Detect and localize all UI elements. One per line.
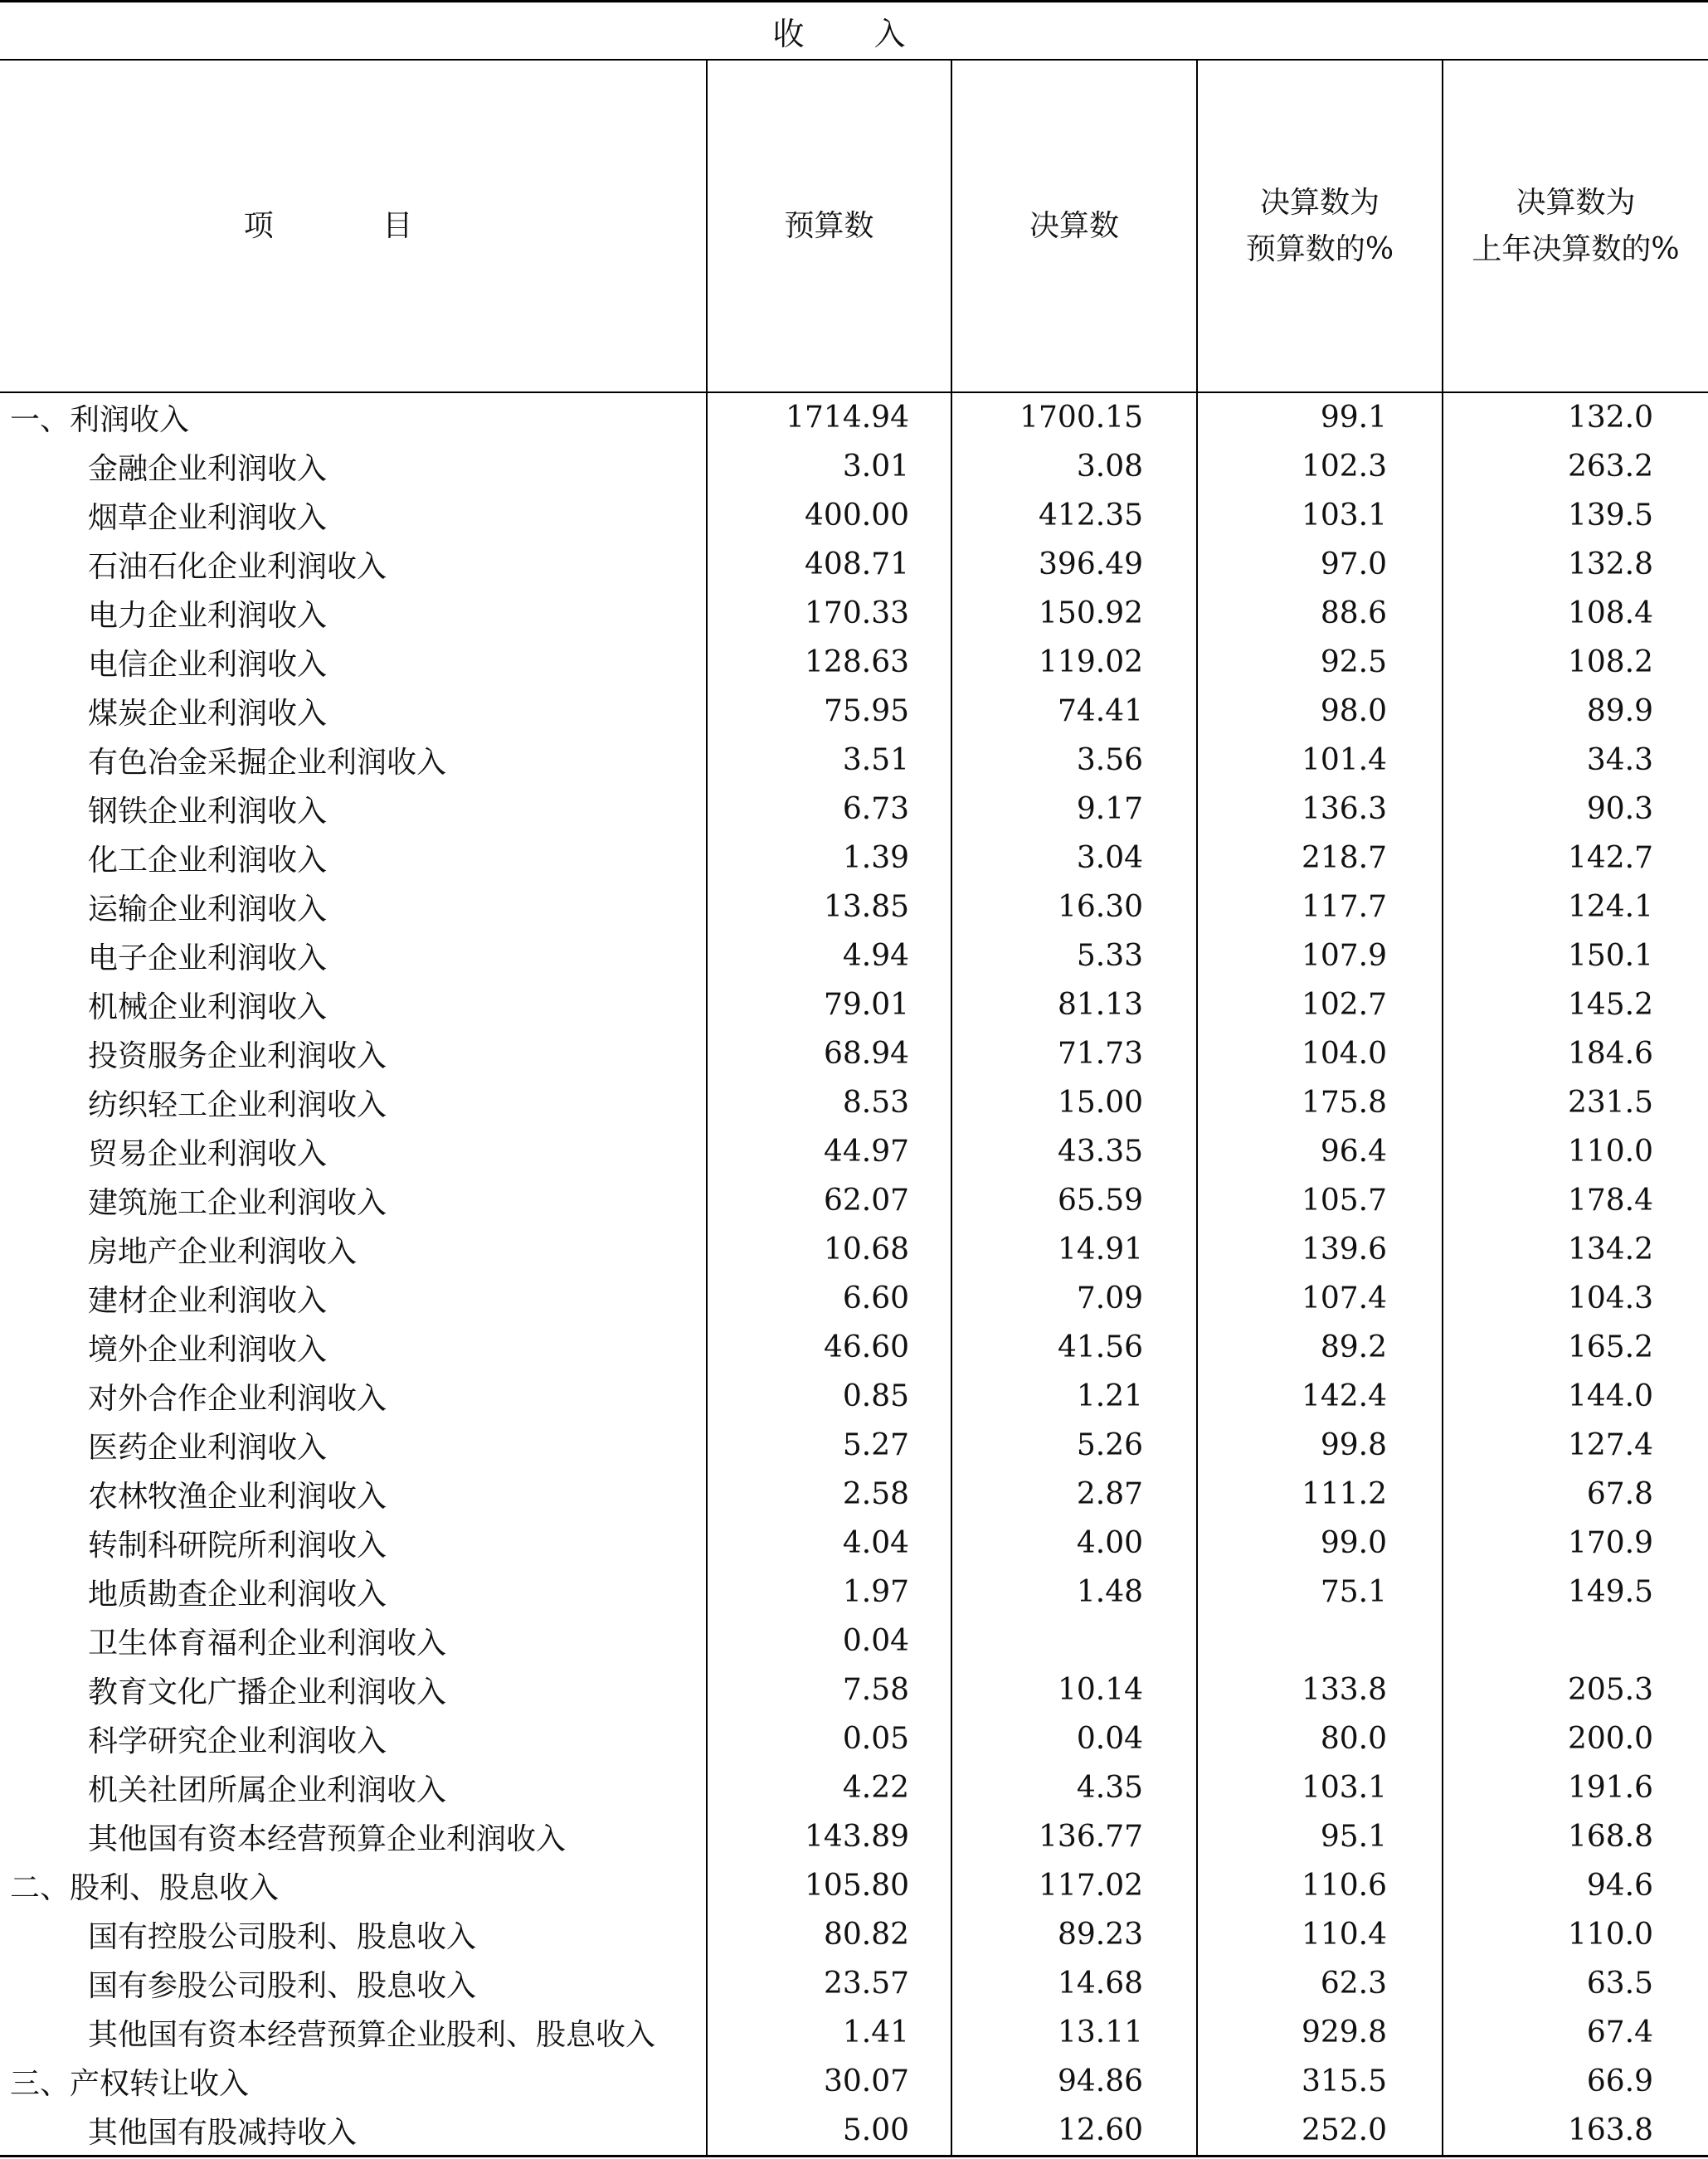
row-final-value: 9.17 xyxy=(951,785,1197,834)
table-row xyxy=(0,1323,1708,1372)
row-pct-prev-value: 94.6 xyxy=(1443,1861,1708,1910)
row-final-value: 1700.15 xyxy=(951,392,1197,442)
header-pct-budget-line2: 预算数的% xyxy=(1245,231,1394,266)
table-row xyxy=(0,1568,1708,1617)
header-item xyxy=(0,60,707,392)
row-budget-value: 68.94 xyxy=(707,1029,951,1078)
row-item-name: 金融企业利润收入 xyxy=(88,452,328,486)
row-pct-prev-value: 200.0 xyxy=(1443,1714,1708,1763)
row-budget-value: 0.05 xyxy=(707,1714,951,1763)
row-final-value: 396.49 xyxy=(951,540,1197,589)
row-pct-prev-value: 231.5 xyxy=(1443,1078,1708,1127)
row-final-value: 7.09 xyxy=(951,1274,1197,1323)
row-item-name: 化工企业利润收入 xyxy=(88,844,328,878)
row-budget-value: 400.00 xyxy=(707,491,951,540)
row-pct-budget-value: 62.3 xyxy=(1197,1959,1443,2008)
table-row xyxy=(0,883,1708,931)
header-pct-budget xyxy=(1197,60,1443,392)
row-item-name: 房地产企业利润收入 xyxy=(88,1235,358,1269)
row-pct-budget-value: 75.1 xyxy=(1197,1568,1443,1617)
row-final-value: 5.26 xyxy=(951,1421,1197,1470)
row-pct-prev-value: 108.4 xyxy=(1443,589,1708,638)
row-budget-value: 75.95 xyxy=(707,687,951,736)
row-final-value: 4.35 xyxy=(951,1763,1197,1812)
row-pct-prev-value: 149.5 xyxy=(1443,1568,1708,1617)
row-final-value: 117.02 xyxy=(951,1861,1197,1910)
table-row xyxy=(0,834,1708,883)
header-final: 决算数 xyxy=(951,60,1197,392)
header-pct-prev-line2: 上年决算数的% xyxy=(1472,231,1680,266)
table-row xyxy=(0,1421,1708,1470)
row-pct-budget-value: 929.8 xyxy=(1197,2008,1443,2057)
table-header-row xyxy=(0,60,1708,392)
row-final-value: 65.59 xyxy=(951,1176,1197,1225)
row-pct-prev-value: 104.3 xyxy=(1443,1274,1708,1323)
row-budget-value: 170.33 xyxy=(707,589,951,638)
table-row xyxy=(0,1078,1708,1127)
row-budget-value: 6.73 xyxy=(707,785,951,834)
row-pct-prev-value: 127.4 xyxy=(1443,1421,1708,1470)
row-item-name: 医药企业利润收入 xyxy=(88,1431,328,1465)
row-item-name: 石油石化企业利润收入 xyxy=(88,550,387,584)
row-final-value: 12.60 xyxy=(951,2106,1197,2157)
table-row xyxy=(0,1372,1708,1421)
row-item-name: 卫生体育福利企业利润收入 xyxy=(88,1627,447,1661)
row-pct-prev-value: 34.3 xyxy=(1443,736,1708,785)
row-pct-prev-value: 205.3 xyxy=(1443,1665,1708,1714)
row-pct-budget-value: 95.1 xyxy=(1197,1812,1443,1861)
table-row xyxy=(0,1910,1708,1959)
row-item-name: 教育文化广播企业利润收入 xyxy=(88,1675,447,1709)
row-final-value: 14.68 xyxy=(951,1959,1197,2008)
table-row xyxy=(0,1617,1708,1665)
row-pct-budget-value: 136.3 xyxy=(1197,785,1443,834)
row-final-value: 81.13 xyxy=(951,980,1197,1029)
header-item-label: 项 目 xyxy=(243,208,463,243)
row-budget-value: 8.53 xyxy=(707,1078,951,1127)
row-pct-budget-value: 92.5 xyxy=(1197,638,1443,687)
row-pct-budget-value: 103.1 xyxy=(1197,491,1443,540)
row-pct-budget-value: 96.4 xyxy=(1197,1127,1443,1176)
row-pct-prev-value: 108.2 xyxy=(1443,638,1708,687)
table-row xyxy=(0,1470,1708,1519)
row-pct-budget-value: 133.8 xyxy=(1197,1665,1443,1714)
row-item-name: 投资服务企业利润收入 xyxy=(88,1039,387,1073)
row-pct-prev-value: 132.0 xyxy=(1443,392,1708,442)
row-pct-budget-value: 252.0 xyxy=(1197,2106,1443,2157)
row-pct-budget-value: 99.1 xyxy=(1197,392,1443,442)
row-budget-value: 10.68 xyxy=(707,1225,951,1274)
row-final-value xyxy=(951,1617,1197,1665)
table-row xyxy=(0,2106,1708,2157)
row-final-value: 136.77 xyxy=(951,1812,1197,1861)
row-pct-prev-value: 142.7 xyxy=(1443,834,1708,883)
row-pct-budget-value: 101.4 xyxy=(1197,736,1443,785)
row-pct-prev-value: 178.4 xyxy=(1443,1176,1708,1225)
row-item-name: 农林牧渔企业利润收入 xyxy=(88,1480,387,1514)
row-item-name: 国有控股公司股利、股息收入 xyxy=(88,1920,477,1954)
row-item-name: 其他国有资本经营预算企业利润收入 xyxy=(88,1822,567,1856)
row-pct-budget-value: 89.2 xyxy=(1197,1323,1443,1372)
row-budget-value: 4.22 xyxy=(707,1763,951,1812)
row-item-name: 机械企业利润收入 xyxy=(88,990,328,1024)
row-budget-value: 1.41 xyxy=(707,2008,951,2057)
table-row xyxy=(0,2008,1708,2057)
row-budget-value: 6.60 xyxy=(707,1274,951,1323)
row-budget-value: 4.04 xyxy=(707,1519,951,1568)
row-pct-prev-value: 124.1 xyxy=(1443,883,1708,931)
row-pct-budget-value: 97.0 xyxy=(1197,540,1443,589)
row-pct-prev-value: 63.5 xyxy=(1443,1959,1708,2008)
row-budget-value: 143.89 xyxy=(707,1812,951,1861)
row-budget-value: 408.71 xyxy=(707,540,951,589)
row-item-name: 纺织轻工企业利润收入 xyxy=(88,1088,387,1122)
row-pct-budget-value: 80.0 xyxy=(1197,1714,1443,1763)
row-item-name: 三、产权转让收入 xyxy=(10,2067,250,2101)
row-final-value: 43.35 xyxy=(951,1127,1197,1176)
row-pct-budget-value: 88.6 xyxy=(1197,589,1443,638)
row-pct-budget-value xyxy=(1197,1617,1443,1665)
row-pct-prev-value: 263.2 xyxy=(1443,442,1708,491)
row-pct-prev-value: 184.6 xyxy=(1443,1029,1708,1078)
table-title-row xyxy=(0,2,1708,61)
row-final-value: 119.02 xyxy=(951,638,1197,687)
row-budget-value: 23.57 xyxy=(707,1959,951,2008)
row-pct-budget-value: 107.9 xyxy=(1197,931,1443,980)
row-item-name: 钢铁企业利润收入 xyxy=(88,795,328,829)
row-final-value: 16.30 xyxy=(951,883,1197,931)
header-pct-prev xyxy=(1443,60,1708,392)
table-row xyxy=(0,1029,1708,1078)
row-budget-value: 62.07 xyxy=(707,1176,951,1225)
row-item-name: 煤炭企业利润收入 xyxy=(88,697,328,731)
row-pct-budget-value: 102.7 xyxy=(1197,980,1443,1029)
table-row xyxy=(0,1176,1708,1225)
row-final-value: 0.04 xyxy=(951,1714,1197,1763)
row-final-value: 412.35 xyxy=(951,491,1197,540)
row-budget-value: 1.39 xyxy=(707,834,951,883)
row-pct-prev-value: 89.9 xyxy=(1443,687,1708,736)
row-pct-budget-value: 218.7 xyxy=(1197,834,1443,883)
row-item-name: 电信企业利润收入 xyxy=(88,648,328,682)
row-pct-prev-value: 67.4 xyxy=(1443,2008,1708,2057)
table-row xyxy=(0,1665,1708,1714)
row-pct-budget-value: 98.0 xyxy=(1197,687,1443,736)
row-budget-value: 1714.94 xyxy=(707,392,951,442)
row-pct-budget-value: 117.7 xyxy=(1197,883,1443,931)
row-final-value: 15.00 xyxy=(951,1078,1197,1127)
row-pct-prev-value: 132.8 xyxy=(1443,540,1708,589)
row-item-name: 运输企业利润收入 xyxy=(88,892,328,926)
table-row xyxy=(0,736,1708,785)
table-row xyxy=(0,1861,1708,1910)
row-budget-value: 1.97 xyxy=(707,1568,951,1617)
row-budget-value: 46.60 xyxy=(707,1323,951,1372)
row-budget-value: 5.00 xyxy=(707,2106,951,2157)
row-pct-prev-value: 144.0 xyxy=(1443,1372,1708,1421)
row-item-name: 机关社团所属企业利润收入 xyxy=(88,1773,447,1807)
row-pct-prev-value: 163.8 xyxy=(1443,2106,1708,2157)
table-row xyxy=(0,1225,1708,1274)
row-pct-prev-value: 165.2 xyxy=(1443,1323,1708,1372)
row-final-value: 1.48 xyxy=(951,1568,1197,1617)
row-budget-value: 0.04 xyxy=(707,1617,951,1665)
row-pct-prev-value: 110.0 xyxy=(1443,1127,1708,1176)
row-item-name: 其他国有资本经营预算企业股利、股息收入 xyxy=(88,2018,656,2052)
table-row xyxy=(0,1763,1708,1812)
row-pct-budget-value: 175.8 xyxy=(1197,1078,1443,1127)
row-final-value: 1.21 xyxy=(951,1372,1197,1421)
table-row xyxy=(0,1274,1708,1323)
row-item-name: 建筑施工企业利润收入 xyxy=(88,1186,387,1220)
row-item-name: 建材企业利润收入 xyxy=(88,1284,328,1318)
row-item-name: 科学研究企业利润收入 xyxy=(88,1724,387,1758)
table-row xyxy=(0,442,1708,491)
row-budget-value: 0.85 xyxy=(707,1372,951,1421)
table-row xyxy=(0,638,1708,687)
row-item-name: 电子企业利润收入 xyxy=(88,941,328,975)
row-budget-value: 5.27 xyxy=(707,1421,951,1470)
table-row xyxy=(0,392,1708,442)
row-item-name: 对外合作企业利润收入 xyxy=(88,1382,387,1416)
row-pct-budget-value: 99.0 xyxy=(1197,1519,1443,1568)
row-item-name: 其他国有股减持收入 xyxy=(0,2106,707,2157)
row-pct-budget-value: 104.0 xyxy=(1197,1029,1443,1078)
row-pct-prev-value: 170.9 xyxy=(1443,1519,1708,1568)
row-pct-budget-value: 110.4 xyxy=(1197,1910,1443,1959)
table-row xyxy=(0,1812,1708,1861)
row-final-value: 10.14 xyxy=(951,1665,1197,1714)
table-row xyxy=(0,1127,1708,1176)
row-pct-budget-value: 142.4 xyxy=(1197,1372,1443,1421)
table-row xyxy=(0,540,1708,589)
table-row xyxy=(0,980,1708,1029)
row-final-value: 71.73 xyxy=(951,1029,1197,1078)
row-final-value: 2.87 xyxy=(951,1470,1197,1519)
row-budget-value: 79.01 xyxy=(707,980,951,1029)
row-budget-value: 105.80 xyxy=(707,1861,951,1910)
row-pct-prev-value: 134.2 xyxy=(1443,1225,1708,1274)
row-final-value: 150.92 xyxy=(951,589,1197,638)
row-item-name: 电力企业利润收入 xyxy=(88,599,328,633)
row-pct-budget-value: 103.1 xyxy=(1197,1763,1443,1812)
row-pct-prev-value: 67.8 xyxy=(1443,1470,1708,1519)
row-item-name: 贸易企业利润收入 xyxy=(88,1137,328,1171)
row-pct-prev-value: 90.3 xyxy=(1443,785,1708,834)
row-final-value: 74.41 xyxy=(951,687,1197,736)
table-row xyxy=(0,931,1708,980)
row-item-name: 转制科研院所利润收入 xyxy=(88,1529,387,1563)
row-budget-value: 3.01 xyxy=(707,442,951,491)
row-final-value: 41.56 xyxy=(951,1323,1197,1372)
row-pct-budget-value: 139.6 xyxy=(1197,1225,1443,1274)
row-pct-prev-value: 110.0 xyxy=(1443,1910,1708,1959)
row-pct-prev-value: 168.8 xyxy=(1443,1812,1708,1861)
row-pct-budget-value: 99.8 xyxy=(1197,1421,1443,1470)
table-row xyxy=(0,491,1708,540)
table-row xyxy=(0,589,1708,638)
row-pct-prev-value: 150.1 xyxy=(1443,931,1708,980)
table-body xyxy=(0,392,1708,2157)
row-item-name: 一、利润收入 xyxy=(10,403,190,437)
row-item-name: 国有参股公司股利、股息收入 xyxy=(88,1969,477,2003)
row-final-value: 3.56 xyxy=(951,736,1197,785)
row-budget-value: 3.51 xyxy=(707,736,951,785)
row-pct-prev-value xyxy=(1443,1617,1708,1665)
row-pct-budget-value: 107.4 xyxy=(1197,1274,1443,1323)
header-pct-budget-line1: 决算数为 xyxy=(1259,185,1380,220)
row-pct-prev-value: 145.2 xyxy=(1443,980,1708,1029)
row-final-value: 3.04 xyxy=(951,834,1197,883)
header-budget: 预算数 xyxy=(707,60,951,392)
table-row xyxy=(0,1519,1708,1568)
row-budget-value: 4.94 xyxy=(707,931,951,980)
header-pct-prev-line1: 决算数为 xyxy=(1516,185,1636,220)
table-title: 收 入 xyxy=(0,2,1708,61)
row-budget-value: 2.58 xyxy=(707,1470,951,1519)
row-budget-value: 30.07 xyxy=(707,2057,951,2106)
row-pct-prev-value: 139.5 xyxy=(1443,491,1708,540)
row-item-name: 境外企业利润收入 xyxy=(88,1333,328,1367)
row-pct-budget-value: 105.7 xyxy=(1197,1176,1443,1225)
table-row xyxy=(0,2057,1708,2106)
row-final-value: 94.86 xyxy=(951,2057,1197,2106)
row-final-value: 5.33 xyxy=(951,931,1197,980)
row-item-name: 有色冶金采掘企业利润收入 xyxy=(88,746,447,780)
row-item-name: 烟草企业利润收入 xyxy=(88,501,328,535)
row-final-value: 13.11 xyxy=(951,2008,1197,2057)
table-row xyxy=(0,687,1708,736)
row-pct-prev-value: 66.9 xyxy=(1443,2057,1708,2106)
row-item-name: 地质勘查企业利润收入 xyxy=(88,1578,387,1612)
row-pct-budget-value: 110.6 xyxy=(1197,1861,1443,1910)
row-budget-value: 128.63 xyxy=(707,638,951,687)
row-budget-value: 13.85 xyxy=(707,883,951,931)
table-row xyxy=(0,1959,1708,2008)
row-pct-budget-value: 315.5 xyxy=(1197,2057,1443,2106)
row-pct-budget-value: 111.2 xyxy=(1197,1470,1443,1519)
row-item-name: 二、股利、股息收入 xyxy=(10,1871,280,1905)
row-final-value: 3.08 xyxy=(951,442,1197,491)
row-final-value: 89.23 xyxy=(951,1910,1197,1959)
row-pct-prev-value: 191.6 xyxy=(1443,1763,1708,1812)
row-budget-value: 44.97 xyxy=(707,1127,951,1176)
row-budget-value: 80.82 xyxy=(707,1910,951,1959)
row-pct-budget-value: 102.3 xyxy=(1197,442,1443,491)
row-final-value: 14.91 xyxy=(951,1225,1197,1274)
table-row xyxy=(0,1714,1708,1763)
row-budget-value: 7.58 xyxy=(707,1665,951,1714)
table-row xyxy=(0,785,1708,834)
row-final-value: 4.00 xyxy=(951,1519,1197,1568)
